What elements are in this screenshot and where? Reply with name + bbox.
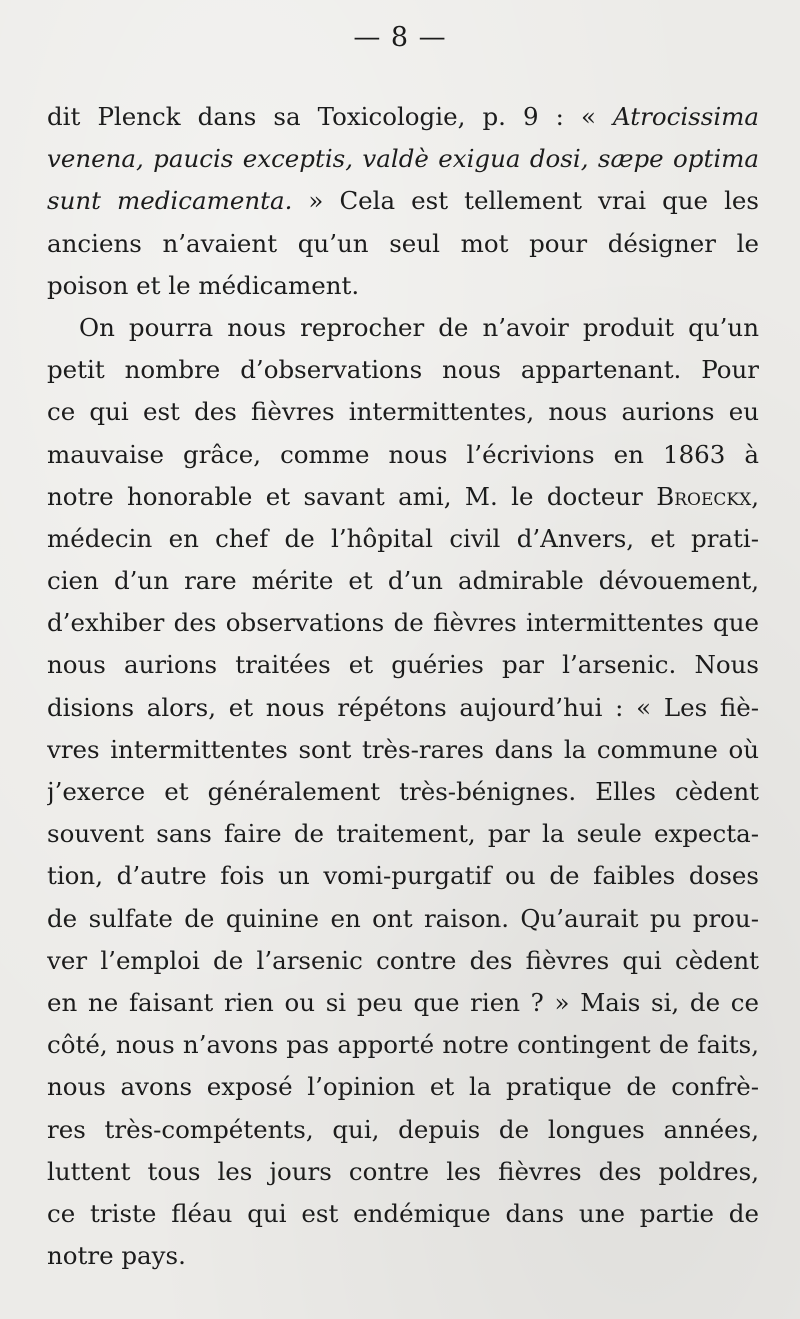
text-segment: médecin en chef de l’hôpital civil d’Anvers, et prati- [47, 523, 759, 553]
text-segment: ver l’emploi de l’arsenic contre des fièvres qui cèdent [47, 945, 759, 975]
text-line [47, 687, 759, 729]
text-segment: ce triste fléau qui est endémique dans une partie de [47, 1198, 759, 1228]
text-segment: notre pays. [47, 1241, 186, 1271]
text-segment: sunt medicamenta. [47, 186, 293, 216]
text-line [47, 391, 759, 433]
text-line [47, 560, 759, 602]
text-segment: notre honorable et savant ami, M. le docteur [47, 481, 657, 511]
text-line [47, 729, 759, 771]
text-segment: On pourra nous reprocher de n’avoir produit qu’un [79, 312, 759, 342]
text-line [47, 1024, 759, 1066]
text-line [47, 1151, 759, 1193]
text-segment: Atrocissima [613, 102, 759, 131]
text-segment: mauvaise grâce, comme nous l’écrivions en 1863 à [47, 439, 759, 469]
text-line [47, 813, 759, 855]
text-segment: dit Plenck dans sa Toxicologie, p. 9 : « [47, 102, 614, 131]
text-segment: , [751, 481, 759, 511]
text-segment: vres intermittentes sont très-rares dans la commune où [47, 734, 759, 764]
text-segment: j’exerce et généralement très-bénignes. Elles cèdent [47, 777, 759, 806]
text-segment: anciens n’avaient qu’un seul mot pour désigner le [47, 228, 759, 258]
text-line [47, 1193, 759, 1235]
text-segment: disions alors, et nous répétons aujourd’hui : « Les fiè- [47, 692, 759, 722]
text-line [47, 96, 759, 138]
text-line [47, 265, 759, 307]
text-segment: nous aurions traitées et guéries par l’arsenic. Nous [47, 650, 759, 680]
text-segment: luttent tous les jours contre les fièvres des poldres, [47, 1156, 759, 1186]
text-line [47, 518, 759, 560]
text-segment: d’exhiber des observations de fièvres intermittentes que [47, 608, 759, 638]
text-segment: ce qui est des fièvres intermittentes, nous aurions eu [47, 397, 759, 427]
body-text [47, 96, 759, 1277]
text-line [47, 855, 759, 897]
text-line [47, 940, 759, 982]
page-number: — 8 — [353, 22, 447, 53]
text-line [47, 138, 759, 180]
text-segment: nous avons exposé l’opinion et la pratique de confrè- [47, 1072, 759, 1102]
text-segment: res très-compétents, qui, depuis de longues années, [47, 1114, 759, 1144]
text-line [47, 644, 759, 686]
text-line [47, 434, 759, 476]
text-line [47, 1235, 759, 1277]
text-line [47, 223, 759, 265]
text-line [47, 982, 759, 1024]
text-segment: de sulfate de quinine en ont raison. Qu’aurait pu prou- [47, 903, 759, 933]
text-segment: petit nombre d’observations nous appartenant. Pour [47, 355, 759, 385]
text-line [47, 898, 759, 940]
text-line [47, 1109, 759, 1151]
text-segment: tion, d’autre fois un vomi-purgatif ou de faibles doses [47, 861, 759, 891]
text-line [47, 1066, 759, 1108]
text-segment: » Cela est tellement vrai que les [292, 186, 759, 216]
text-line [47, 349, 759, 391]
text-line [47, 476, 759, 518]
text-segment: cien d’un rare mérite et d’un admirable dévouement, [47, 566, 759, 596]
text-segment: en ne faisant rien ou si peu que rien ? » Mais si, de ce [47, 987, 759, 1017]
text-segment: côté, nous n’avons pas apporté notre contingent de faits, [47, 1030, 759, 1060]
text-line [47, 602, 759, 644]
text-line [47, 180, 759, 222]
text-segment: Broeckx [656, 481, 752, 511]
text-line [47, 307, 759, 349]
text-line [47, 771, 759, 813]
text-segment: venena, paucis exceptis, valdè exigua dosi, sæpe optima [47, 144, 759, 174]
text-segment: poison et le médicament. [47, 270, 360, 300]
text-segment: souvent sans faire de traitement, par la seule expecta- [47, 819, 759, 849]
